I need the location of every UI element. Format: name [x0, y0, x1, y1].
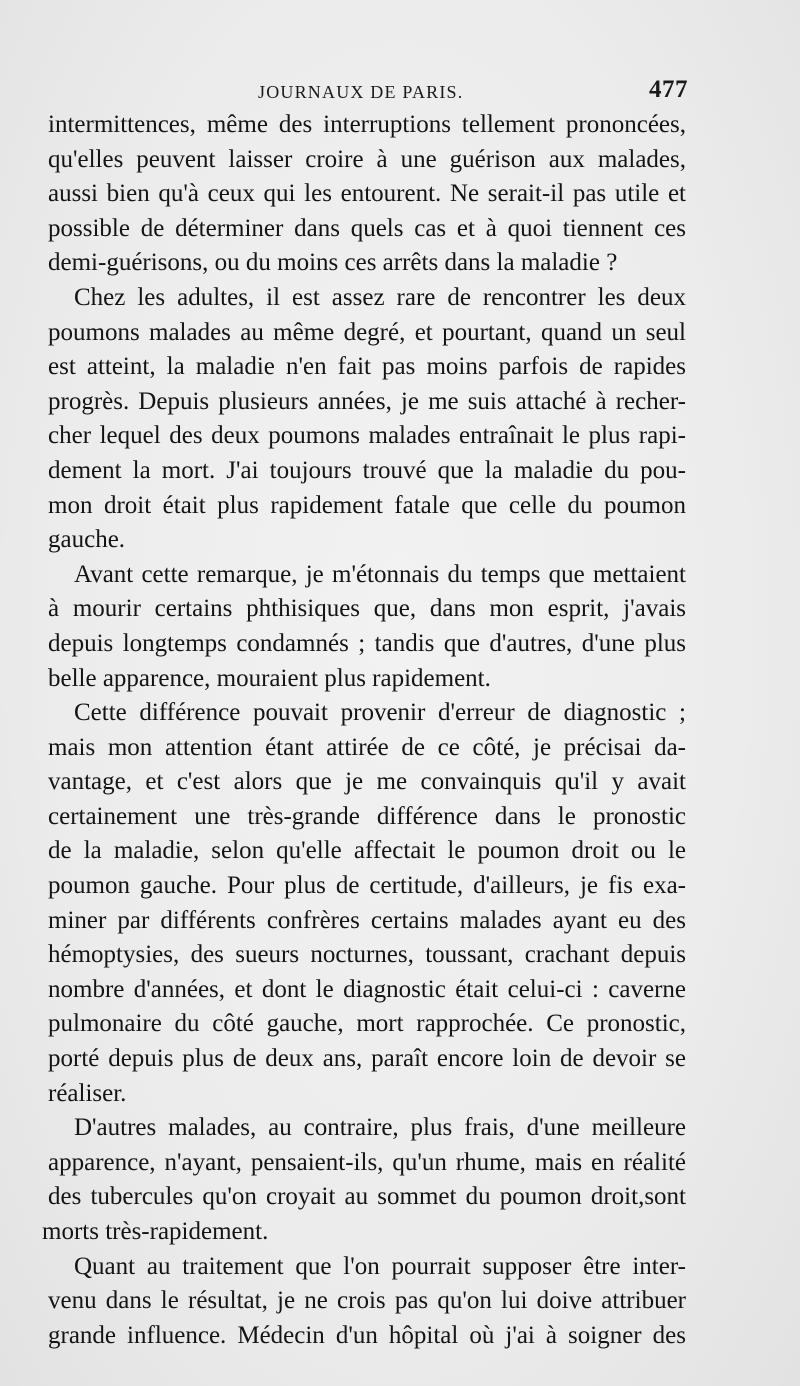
text-line: est atteint, la maladie n'en fait pas moins parfois de rapides	[48, 353, 686, 381]
text-line: grande influence. Médecin d'un hôpital où j'ai à soigner des	[48, 1321, 686, 1349]
text-line: poumon gauche. Pour plus de certitude, d'ailleurs, je fis exa-	[48, 872, 686, 900]
text-line: réaliser.	[48, 1079, 127, 1107]
text-line: venu dans le résultat, je ne crois pas qu'on lui doive attribuer	[48, 1287, 686, 1315]
text-line: poumons malades au même degré, et pourtant, quand un seul	[48, 318, 686, 346]
text-line: D'autres malades, au contraire, plus frais, d'une meilleure	[74, 1114, 686, 1142]
text-line: de la maladie, selon qu'elle affectait le poumon droit ou le	[48, 837, 686, 865]
text-line: Avant cette remarque, je m'étonnais du temps que mettaient	[74, 560, 686, 588]
text-line: des tubercules qu'on croyait au sommet du poumon droit,sont	[48, 1183, 686, 1211]
text-line: nombre d'années, et dont le diagnostic était celui-ci : caverne	[48, 975, 686, 1003]
text-line: hémoptysies, des sueurs nocturnes, toussant, crachant depuis	[48, 941, 686, 969]
text-line: certainement une très-grande différence dans le pronostic	[48, 802, 686, 830]
text-line: progrès. Depuis plusieurs années, je me suis attaché à recher-	[48, 387, 686, 415]
text-line: aussi bien qu'à ceux qui les entourent. Ne serait-il pas utile et	[48, 180, 686, 208]
text-line: cher lequel des deux poumons malades entraînait le plus rapi-	[48, 422, 686, 450]
text-line: Chez les adultes, il est assez rare de rencontrer les deux	[74, 283, 686, 311]
text-line: gauche.	[48, 526, 126, 554]
running-title: JOURNAUX DE PARIS.	[258, 82, 464, 102]
page-header	[48, 76, 688, 110]
text-line: miner par différents confrères certains malades ayant eu des	[48, 906, 686, 934]
text-line: à mourir certains phthisiques que, dans mon esprit, j'avais	[48, 595, 686, 623]
text-line: demi-guérisons, ou du moins ces arrêts dans la maladie ?	[48, 249, 618, 277]
text-line: mais mon attention étant attirée de ce côté, je précisai da-	[48, 733, 686, 761]
text-line: vantage, et c'est alors que je me convainquis qu'il y avait	[48, 768, 686, 796]
text-line: pulmonaire du côté gauche, mort rapprochée. Ce pronostic,	[48, 1010, 686, 1038]
text-line: possible de déterminer dans quels cas et à quoi tiennent ces	[48, 214, 686, 242]
text-line: qu'elles peuvent laisser croire à une guérison aux malades,	[48, 145, 686, 173]
text-line: depuis longtemps condamnés ; tandis que d'autres, d'une plus	[48, 629, 686, 657]
text-line: dement la mort. J'ai toujours trouvé que la maladie du pou-	[48, 456, 686, 484]
text-line: mon droit était plus rapidement fatale que celle du poumon	[48, 491, 686, 519]
body-text	[42, 108, 686, 1353]
text-line: porté depuis plus de deux ans, paraît encore loin de devoir se	[48, 1045, 686, 1073]
text-line: Cette différence pouvait provenir d'erreur de diagnostic ;	[74, 699, 686, 727]
text-line: Quant au traitement que l'on pourrait supposer être inter-	[74, 1252, 686, 1280]
text-line: morts très-rapidement.	[42, 1218, 269, 1245]
text-line: apparence, n'ayant, pensaient-ils, qu'un rhume, mais en réalité	[48, 1148, 686, 1176]
text-line: belle apparence, mouraient plus rapidement.	[48, 664, 491, 692]
text-line: intermittences, même des interruptions tellement prononcées,	[48, 111, 686, 138]
page-number: 477	[649, 76, 688, 103]
